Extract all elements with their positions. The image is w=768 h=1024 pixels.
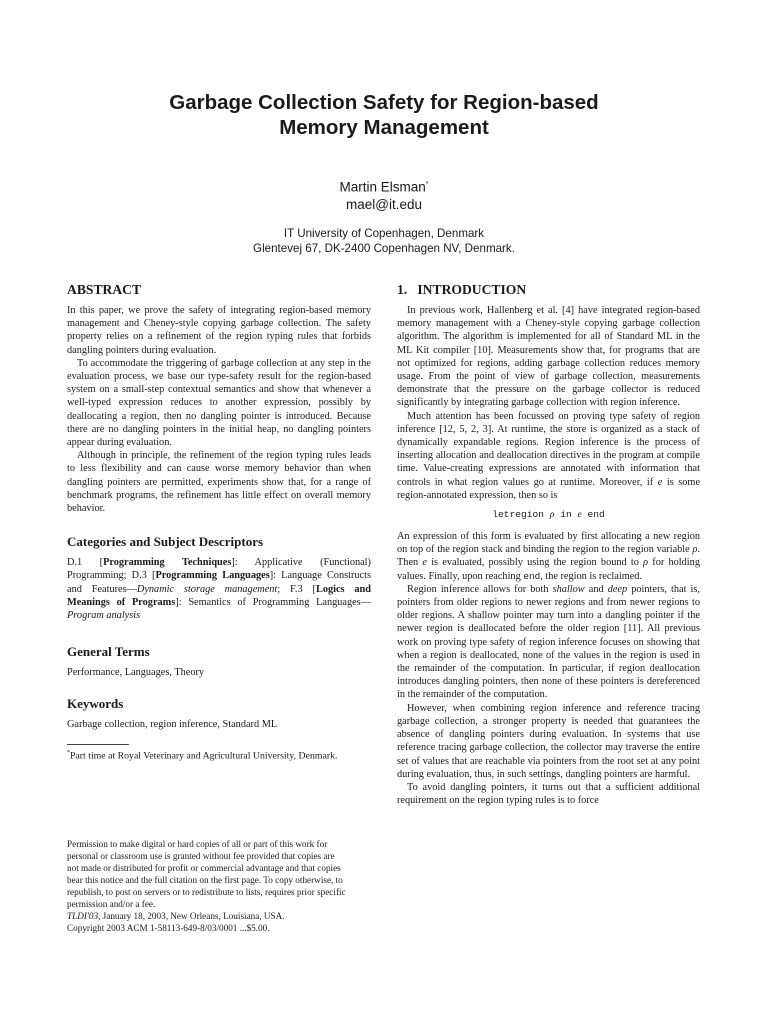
intro-p3b: . Then	[397, 544, 701, 569]
intro-p3-end: end	[523, 570, 541, 582]
footnote-mark: *	[67, 749, 70, 756]
categories-text: D.1 [Programming Techniques]: Applicative (Functional) Programming; D.3 [Programming Languages]: Language Constructs and Features—Dynamic storage management; F.3 [Logics and Meanings of Programs]: Semantics of Programming Languages—Program analysis	[67, 557, 372, 622]
intro-paragraph-4	[397, 583, 700, 702]
author-name-line	[60, 176, 708, 196]
footnote-rule	[67, 744, 129, 745]
intro-p3d: for holding values. Finally, upon reaching	[397, 557, 700, 582]
intro-p4-deep: deep	[607, 583, 628, 595]
paper-title-line-2: Memory Management	[279, 116, 489, 139]
intro-p3-rho2: ρ	[643, 557, 649, 569]
intro-p2-text: Much attention has been focussed on proving type safety of region inference [12, 5, 2, 3]. At runtime, the store is organized as a stack of dynamically expandable regions. Region inference is the process of inserting allocation and deallocation directives in the program at compile time. Value-creating expressions are annotated with information that controls in what region values go at runtime. Moreover, if	[397, 410, 700, 488]
cat-f3-em: Program analysis	[67, 610, 141, 622]
intro-body	[397, 304, 700, 807]
code-e: e	[577, 509, 582, 521]
intro-paragraph-2	[397, 410, 700, 502]
permission-line-3: not made or distributed for profit or commercial advantage and that copies	[67, 863, 341, 873]
intro-p4-shallow: shallow	[552, 583, 585, 595]
author-footnote-mark: *	[425, 181, 429, 188]
copyright-line: Copyright 2003 ACM 1-58113-649-8/03/0001 ...$5.00.	[67, 923, 270, 933]
paper-title-line-1: Garbage Collection Safety for Region-based	[169, 91, 599, 114]
cat-d3-em: Dynamic storage management	[136, 583, 278, 595]
author-block	[60, 176, 708, 256]
code-in: in	[560, 509, 572, 521]
left-column	[67, 282, 371, 762]
intro-p3-rho: ρ	[692, 544, 698, 556]
intro-heading: 1. INTRODUCTION	[397, 282, 527, 297]
cat-d1-rest: : Applicative (Functional) Programming;	[67, 557, 371, 582]
permission-notice	[67, 838, 371, 934]
abstract-body	[67, 304, 371, 515]
permission-line-6: permission and/or a fee.	[67, 899, 156, 909]
cat-f3-rest: : Semantics of Programming Languages—	[178, 596, 371, 608]
affiliation-line-1: IT University of Copenhagen, Denmark	[283, 226, 485, 240]
intro-paragraph-3	[397, 530, 700, 583]
permission-line-4: bear this notice and the full citation on the first page. To copy otherwise, to	[67, 875, 343, 885]
cat-d3-title: Programming Languages	[155, 570, 270, 582]
author-email: mael@it.edu	[346, 196, 422, 212]
permission-line-5: republish, to post on servers or to redistribute to lists, requires prior specific	[67, 887, 346, 897]
cat-f3: F.3	[290, 583, 303, 595]
venue-line	[67, 910, 371, 922]
permission-line-1: Permission to make digital or hard copies of all or part of this work for	[67, 839, 328, 849]
intro-p4c: pointers, that is, pointers from older regions to newer regions and from newer regions to older regions. A shallow pointer may turn into a dangling pointer if the newer region is deallocated before the older region [11]. All previous work on proving type safety of region inference focuses on showing that when a region is deallocated, none of the values in the region is used in the remainder of the computation. In particular, if region deallocation introduces dangling pointers, then none of these pointers is dereferenced in the remainder of the computation.	[397, 583, 700, 701]
intro-p3e: , the region is reclaimed.	[540, 570, 642, 582]
intro-p4b: and	[588, 583, 604, 595]
author-name: Martin Elsman	[339, 179, 426, 195]
intro-p3a: An expression of this form is evaluated by first allocating a new region on top of the region stack and binding the region to the region variable	[397, 531, 700, 556]
code-rho: ρ	[549, 509, 555, 521]
intro-p2-e: e	[657, 476, 663, 488]
intro-p3c: is evaluated, possibly using the region bound to	[431, 557, 639, 569]
intro-paragraph-6: To avoid dangling pointers, it turns out that a sufficient additional requirement on the region typing rules is to force	[397, 781, 700, 807]
abstract-paragraph-1: In this paper, we prove the safety of integrating region-based memory management and Cheney-style copying garbage collection. The safety property relies on a refinement of the region typing rules that forbids dangling pointers during evaluation.	[67, 305, 371, 356]
footnote	[67, 744, 371, 763]
right-column	[397, 282, 700, 807]
cat-d3-end: ;	[277, 583, 281, 595]
keywords-heading: Keywords	[67, 696, 124, 712]
venue-details: January 18, 2003, New Orleans, Louisiana, USA.	[100, 911, 285, 921]
intro-p2-end: is some region-annotated expression, then so is	[397, 476, 701, 501]
cat-d3: D.3	[126, 570, 147, 582]
author-affiliation	[60, 226, 708, 256]
general-terms-heading: General Terms	[67, 644, 150, 660]
venue-name: TLDI'03,	[67, 911, 101, 921]
code-letregion: letregion	[492, 509, 545, 521]
intro-p3-e: e	[422, 557, 427, 569]
cat-d3-rest: : Language Constructs and Features—	[67, 570, 371, 595]
abstract-heading: ABSTRACT	[67, 282, 142, 297]
intro-p4a: Region inference allows for both	[407, 583, 549, 595]
cat-d1-title: Programming Techniques	[103, 557, 232, 569]
permission-line-2: personal or classroom use is granted without fee provided that copies are	[67, 851, 335, 861]
intro-paragraph-5: However, when combining region inference and reference tracing garbage collection, a stronger property is needed that guarantees the absence of dangling pointers during evaluation. In systems that use reference tracing garbage collection, the collector may traverse the entire set of values that are reachable via pointers from the root set at any point during evaluation, thus, in such settings, dangling pointers are harmful.	[397, 702, 700, 780]
footnote-text	[67, 747, 371, 763]
general-terms-text: Performance, Languages, Theory	[67, 667, 205, 679]
footnote-body: Part time at Royal Veterinary and Agricultural University, Denmark.	[70, 749, 338, 761]
categories-heading: Categories and Subject Descriptors	[67, 534, 264, 550]
abstract-paragraph-3: Although in principle, the refinement of the region typing rules leads to less flexibility and can cause worse memory behavior than when dangling pointers are permitted, experiments show that, for a range of benchmark programs, the refinement has little effect on overall memory behavior.	[67, 450, 371, 515]
code-end: end	[587, 509, 605, 521]
letregion-code	[397, 508, 700, 521]
intro-paragraph-1: In previous work, Hallenberg et al. [4] have integrated region-based memory management with a Cheney-style copying garbage collection algorithm. The algorithm is implemented for all of Standard ML in the ML Kit compiler [10]. Measurements show that, for programs that are not optimized for regions, adding garbage collection reduces memory usage. From the point of view of garbage collection, measurements demonstrate that the pressure on the garbage collector is reduced significantly by integrating garbage collection with region inference.	[397, 305, 700, 409]
cat-d1: D.1	[67, 557, 83, 569]
paper-title	[60, 90, 708, 140]
keywords-text: Garbage collection, region inference, Standard ML	[67, 719, 278, 731]
abstract-paragraph-2: To accommodate the triggering of garbage collection at any step in the evaluation process, we base our type-safety result for the region-based system on a small-step contextual semantics and show that whenever a well-typed expression reduces to another expression, possibly by deallocating a region, then no dangling pointer is introduced. Because there are no dangling pointers in the initial heap, no dangling pointers appear during evaluation.	[67, 357, 371, 449]
cat-f3-title: Logics and Meanings of Programs	[67, 583, 372, 608]
affiliation-line-2: Glentevej 67, DK-2400 Copenhagen NV, Denmark.	[253, 241, 515, 255]
